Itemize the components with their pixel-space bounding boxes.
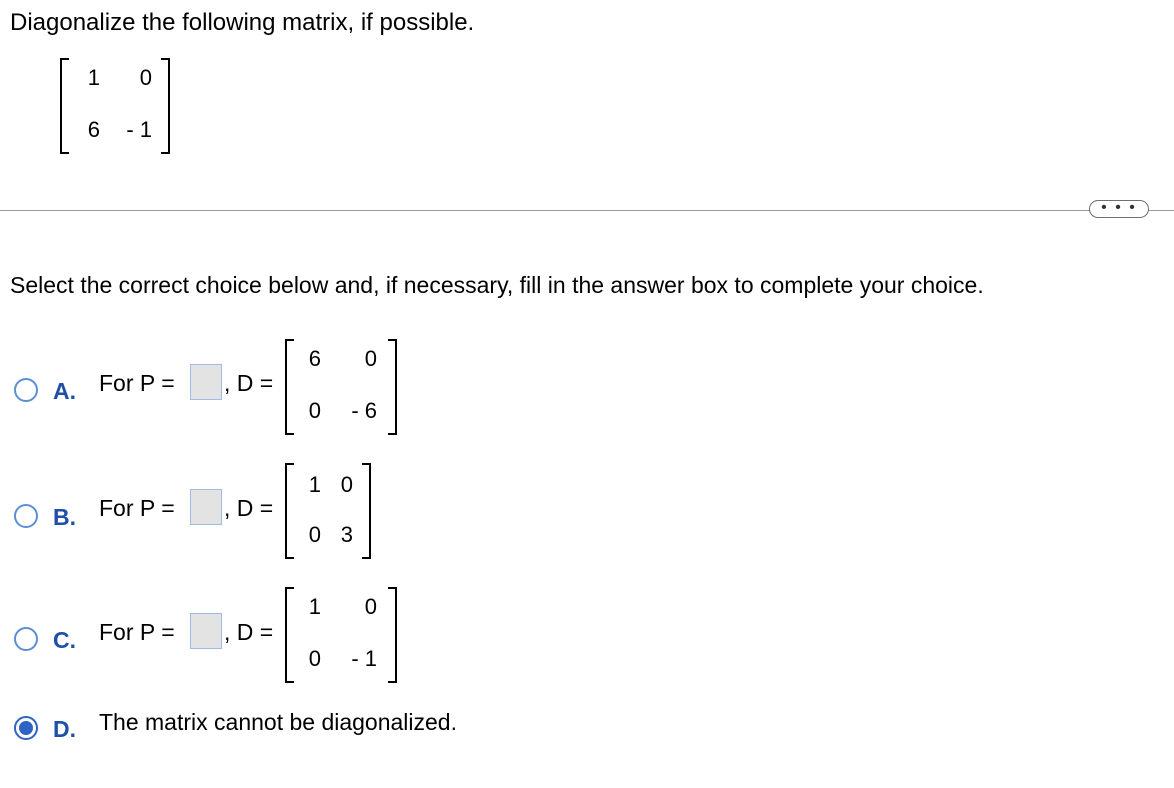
choice-d-text: The matrix cannot be diagonalized. xyxy=(99,709,457,735)
choice-a-matrix xyxy=(285,339,397,435)
matrix-cell-r1c1: 1 xyxy=(308,472,321,497)
choice-a-answer-box[interactable] xyxy=(190,364,222,400)
matrix-cell-r2c2: 3 xyxy=(340,522,353,547)
matrix-cell-r2c1: 0 xyxy=(308,646,321,671)
choice-c-answer-box[interactable] xyxy=(190,613,222,649)
choice-a-radio[interactable] xyxy=(14,378,38,402)
matrix-cell-r1c2: 0 xyxy=(364,594,377,619)
given-matrix xyxy=(60,58,170,154)
matrix-cell-r2c2: - 1 xyxy=(126,117,152,142)
matrix-cell-r1c2: 0 xyxy=(364,346,377,371)
matrix-right-bracket xyxy=(161,58,170,154)
section-divider xyxy=(0,210,1174,211)
choice-d-radio[interactable] xyxy=(14,716,38,740)
matrix-cell-r2c1: 0 xyxy=(308,522,321,547)
choice-b-mid: , D = xyxy=(224,495,274,521)
choice-a-mid: , D = xyxy=(224,370,274,396)
matrix-cell-r1c1: 6 xyxy=(308,346,321,371)
choice-c-prefix: For P = xyxy=(99,619,175,645)
choice-a-letter: A. xyxy=(53,378,76,404)
matrix-left-bracket xyxy=(285,339,294,435)
choice-b-letter: B. xyxy=(53,504,76,530)
matrix-right-bracket xyxy=(362,463,371,559)
matrix-right-bracket xyxy=(388,587,397,683)
matrix-cell-r1c1: 1 xyxy=(308,594,321,619)
choice-c-letter: C. xyxy=(53,627,76,653)
matrix-cell-r2c2: - 6 xyxy=(351,398,377,423)
choice-c-radio[interactable] xyxy=(14,627,38,651)
more-options-button[interactable]: • • • xyxy=(1089,200,1149,218)
question-text: Diagonalize the following matrix, if possible. xyxy=(10,9,475,36)
matrix-cell-r2c2: - 1 xyxy=(351,646,377,671)
choice-a-prefix: For P = xyxy=(99,370,175,396)
matrix-left-bracket xyxy=(285,463,294,559)
choice-b-answer-box[interactable] xyxy=(190,489,222,525)
choice-b-prefix: For P = xyxy=(99,495,175,521)
matrix-cell-r1c2: 0 xyxy=(139,65,152,90)
matrix-left-bracket xyxy=(285,587,294,683)
matrix-cell-r2c1: 6 xyxy=(87,117,100,142)
choice-b-matrix xyxy=(285,463,371,559)
matrix-left-bracket xyxy=(60,58,69,154)
matrix-right-bracket xyxy=(388,339,397,435)
instruction-text: Select the correct choice below and, if necessary, fill in the answer box to complete your choice. xyxy=(10,272,984,298)
matrix-cell-r2c1: 0 xyxy=(308,398,321,423)
choice-c-matrix xyxy=(285,587,397,683)
matrix-cell-r1c1: 1 xyxy=(87,65,100,90)
choice-d-letter: D. xyxy=(53,716,76,742)
choice-c-mid: , D = xyxy=(224,619,274,645)
choice-b-radio[interactable] xyxy=(14,504,38,528)
matrix-cell-r1c2: 0 xyxy=(340,472,353,497)
